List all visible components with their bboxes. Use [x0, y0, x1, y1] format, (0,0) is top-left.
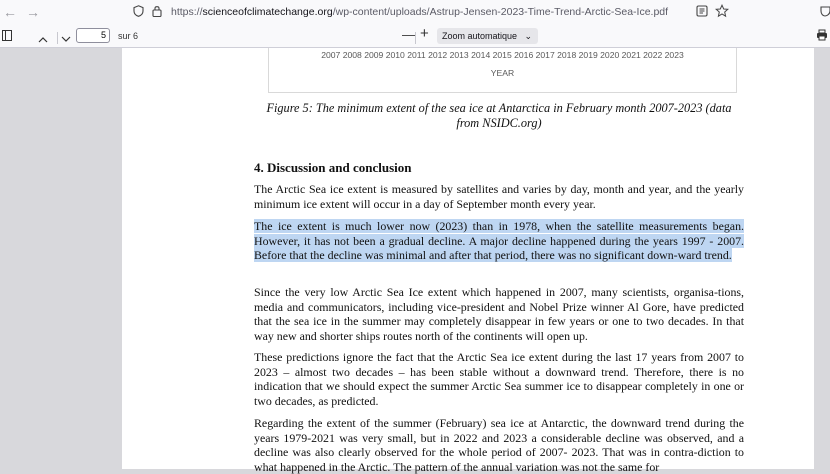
toolbar-separator	[415, 32, 416, 44]
zoom-in-button[interactable]: +	[420, 25, 429, 42]
pdf-toolbar	[0, 26, 830, 48]
pocket-icon[interactable]	[820, 5, 830, 20]
url-prefix: https://	[171, 6, 203, 18]
paragraph: The Arctic Sea ice extent is measured by satellites and varies by day, month and year, and the yearly minimum ice extent will occur in a day of September month every year.	[254, 182, 744, 211]
chevron-down-icon: ⌄	[524, 31, 532, 41]
chart-x-tick-labels: 2007 2008 2009 2010 2011 2012 2013 2014 2015 2016 2017 2018 2019 2020 2021 2022 2023	[321, 50, 684, 60]
chart-x-axis-label: YEAR	[490, 68, 515, 78]
url-field[interactable]	[171, 6, 668, 18]
url-bar	[0, 0, 830, 26]
page-number-input[interactable]: 5	[76, 28, 110, 43]
paragraph-highlighted	[254, 219, 744, 263]
section-heading: 4. Discussion and conclusion	[254, 160, 412, 175]
zoom-value: Zoom automatique	[442, 31, 518, 41]
lock-icon[interactable]	[152, 5, 162, 20]
bookmark-star-icon[interactable]	[715, 4, 729, 21]
forward-icon[interactable]: →	[26, 4, 40, 20]
toolbar-separator	[57, 32, 58, 44]
back-icon[interactable]: ←	[3, 4, 17, 20]
shield-icon[interactable]	[133, 5, 144, 20]
pdf-page	[122, 48, 814, 474]
url-host: scienceofclimatechange.org	[202, 6, 333, 18]
url-path: /wp-content/uploads/Astrup-Jensen-2023-Time-Trend-Arctic-Sea-Ice.pdf	[332, 6, 669, 18]
paragraph: Since the very low Arctic Sea Ice extent which happened in 2007, many scientists, organisa-tions, media and communicators, including vice-president and Nobel Prize winner Al Gore, have predicted that the sea ice in the summer may completely disappear in few years or one to two decades. In that way new and shorter ships routes north of the continents will open up.	[254, 285, 744, 343]
zoom-select[interactable]	[437, 28, 538, 44]
previous-page-icon[interactable]	[38, 31, 48, 47]
figure-chart-frame	[268, 48, 737, 93]
figure-caption: Figure 5: The minimum extent of the sea ice at Antarctica in February month 2007-2023 (data from NSIDC.org)	[266, 101, 732, 130]
reader-view-icon[interactable]	[696, 5, 708, 20]
print-icon[interactable]	[816, 29, 828, 45]
paragraph: These predictions ignore the fact that the Arctic Sea ice extent during the last 17 years from 2007 to 2023 – almost two decades – has been stable without a downward trend. Therefore, there is no indication that we should expect the summer Arctic Sea summer ice to disappear completely in one or two decades, as predicted.	[254, 350, 744, 408]
page-count: sur 6	[118, 31, 139, 41]
zoom-out-button[interactable]: —	[402, 27, 415, 42]
paragraph: Regarding the extent of the summer (February) sea ice at Antarctic, the downward trend during the years 1979-2021 was very small, but in 2022 and 2023 a considerable decline was observed, and a decline was also clearly observed for the whole period of 2007- 2023. That was in contra-diction to what happened in the Arctic. The pattern of the annual variation was not the same for	[254, 416, 744, 474]
next-page-icon[interactable]	[61, 31, 71, 47]
text-selection: The ice extent is much lower now (2023) than in 1978, when the satellite measurements began. However, it has not been a gradual decline. A major decline happened during the years 1997 - 2007. Before that the decline was minimal and after that period, there was no significant down-ward trend.	[254, 219, 744, 263]
sidebar-toggle-icon[interactable]	[2, 29, 12, 45]
